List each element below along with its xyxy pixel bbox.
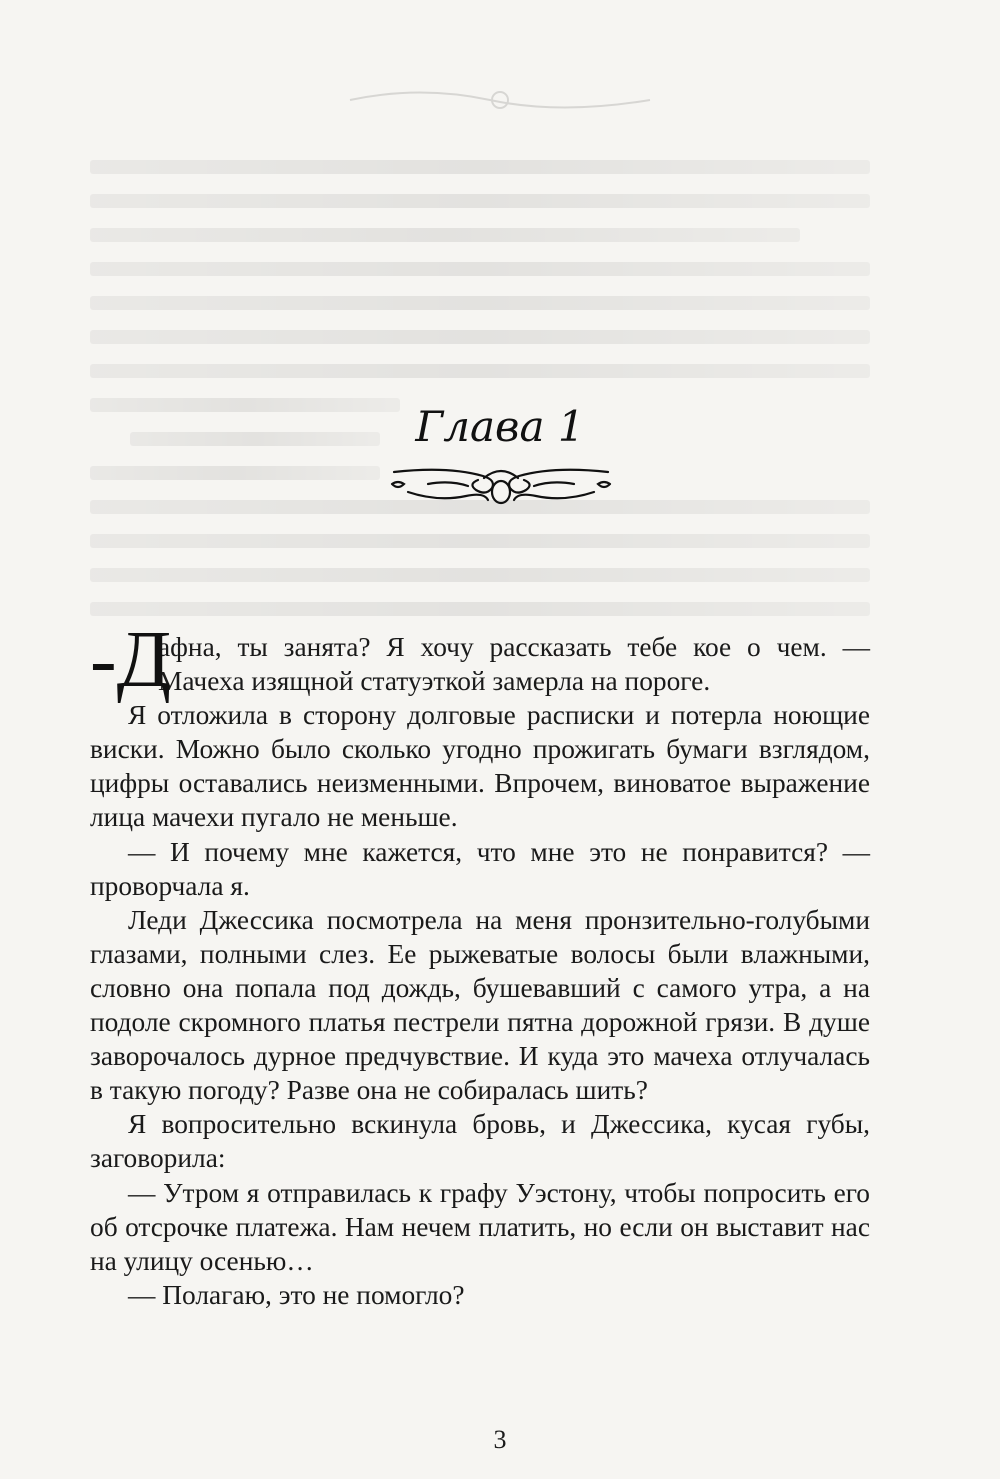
show-through-line — [90, 534, 870, 548]
chapter-text — [90, 616, 870, 1312]
dropcap-wrapper — [90, 616, 172, 704]
show-through-line — [90, 262, 870, 276]
show-through-ornament — [340, 80, 660, 120]
paragraph: Я отложила в сторону долговые расписки и потерла ноющие виски. Можно было сколько угодно прожигать бумаги взглядом, цифры оставались неизменными. Впрочем, виноватое выражение лица мачехи пугало не меньше. — [90, 700, 870, 833]
show-through-line — [90, 364, 870, 378]
show-through-line — [90, 296, 870, 310]
show-through-line — [90, 466, 380, 480]
show-through-line — [90, 330, 870, 344]
show-through-line — [90, 602, 870, 616]
page-number: 3 — [493, 1425, 507, 1454]
paragraph — [90, 616, 870, 704]
paragraph: Я вопросительно вскинула бровь, и Джессика, кусая губы, заговорила: — [90, 1109, 870, 1174]
chapter-title: Глава 1 — [415, 402, 585, 451]
paragraph-text: афна, ты занята? Я хочу рассказать тебе кое о чем. — Мачеха изящной статуэткой замерла на пороге. — [158, 632, 870, 697]
flourish-ornament-icon — [388, 462, 614, 510]
dropcap-letter: -Д — [90, 616, 172, 704]
show-through-line — [90, 228, 800, 242]
show-through-line — [90, 194, 870, 208]
paragraph: Леди Джессика посмотрела на меня пронзительно-голубыми глазами, полными слез. Ее рыжеватые волосы были влажными, словно она попала под дождь, бушевавший с самого утра, а на подоле скромного платья пестрели пятна дорожной грязи. В душе заворочалось дурное предчувствие. И куда это мачеха отлучалась в такую погоду? Разве она не собиралась шить? — [90, 904, 870, 1106]
show-through-line — [90, 160, 870, 174]
paragraph: — И почему мне кажется, что мне это не понравится? — проворчала я. — [90, 836, 870, 901]
show-through-line — [90, 568, 870, 582]
paragraph: — Полагаю, это не помогло? — [128, 1279, 465, 1310]
paragraph: — Утром я отправилась к графу Уэстону, чтобы попросить его об отсрочке платежа. Нам нечем платить, но если он выставит нас на улицу осенью… — [90, 1177, 870, 1276]
